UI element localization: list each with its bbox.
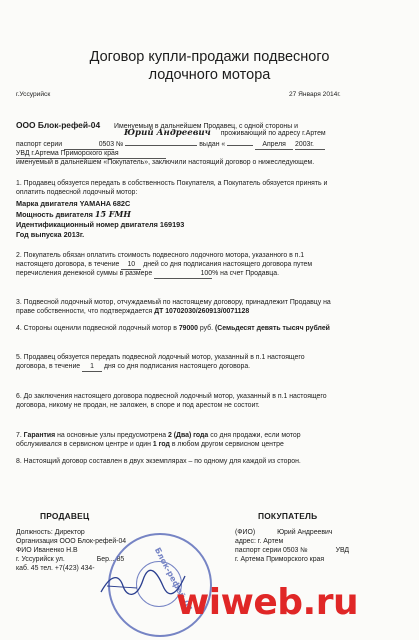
seller-signature (97, 568, 187, 600)
seller-address (16, 556, 124, 564)
buyer-passport-number: паспорт серии 0503 № (235, 547, 308, 554)
seller-building: Бер... 85 (96, 556, 125, 563)
clause1-line1: 1. Продавец обязуется передать в собственность Покупателя, а Покупатель обязуется принять и (16, 180, 328, 187)
clause2-amount-suffix: % на счет Продавца. (212, 270, 279, 277)
document-title-line2: лодочного мотора (148, 67, 271, 83)
issued-month: Апреля (255, 141, 293, 150)
clause7-line2 (16, 441, 284, 449)
seller-role: Именуемым в дальнейшем Продавец, с одной стороны и (114, 123, 298, 130)
engine-power (16, 210, 131, 219)
clause7-line1 (16, 432, 301, 440)
engine-brand: Марка двигателя YAMAHA 682C (16, 199, 131, 208)
buyer-region: г. Артема Приморского края (235, 556, 325, 563)
clause1-line2: оплатить подвесной лодочный мотор: (16, 189, 138, 196)
issued-by: УВД г.Артема Приморского края (16, 150, 166, 159)
guarantee-label: Гарантия (23, 432, 56, 439)
buyer-address: адрес: г. Артем (235, 538, 284, 545)
payment-percent: 100 (154, 270, 212, 279)
guarantee-other-term: 1 год (152, 441, 170, 448)
clause3-line1: 3. Подвесной лодочный мотор, отчуждаемый по настоящему договору, принадлежит Продавцу на (16, 299, 331, 306)
guarantee-term: 2 (Два) года (168, 432, 209, 439)
passport-series: 0503 (64, 141, 114, 150)
engine-power-value: 15 FMH (94, 209, 131, 219)
issued-label: выдан « (199, 141, 226, 148)
clause4-line (16, 325, 330, 333)
delivery-days: 1 (82, 363, 102, 372)
buyer-fio-label: (ФИО) (235, 529, 256, 536)
clause3-line2 (16, 308, 249, 316)
clause8-line: 8. Настоящий договор составлен в двух экземплярах – по одному для каждой из сторон. (16, 458, 301, 465)
clause2-amount-label: перечисления денежной суммы в размере (16, 270, 153, 277)
payment-days: 10 (121, 261, 141, 270)
clause7-number: 7. (16, 432, 22, 439)
seal-text: Блок-рефей-04 (152, 546, 194, 613)
buyer-fio: Юрий Андреевич (277, 529, 333, 536)
engine-year: Год выпуска 2013г. (16, 230, 85, 239)
seller-fio: ФИО Иваненко Н.В (16, 547, 78, 554)
engine-power-label: Мощность двигателя (16, 210, 93, 219)
clause2-term-suffix: дней со дня подписания настоящего договора путем (143, 261, 313, 268)
clause7-service-label: обслуживался в сервисном центре и один (16, 441, 151, 448)
passport-number-label: № (115, 141, 124, 148)
buyer-name: Юрий Андреевич (124, 128, 211, 138)
clause3-proof-label: праве собственности, что подтверждается (16, 308, 153, 315)
seller-street: г. Уссурийск ул. (16, 556, 65, 563)
clause5-term-label: договора, в течение (16, 363, 81, 370)
price-currency: руб. (199, 325, 214, 332)
seller-name: ООО Блок-рефей-04 (16, 120, 101, 130)
buyer-header: ПОКУПАТЕЛЬ (258, 511, 318, 521)
preamble-line3 (16, 141, 325, 150)
clause2-line2 (16, 261, 312, 270)
clause7-text1: на основные узлы предусмотрена (57, 432, 167, 439)
clause2-line3 (16, 270, 279, 279)
seller-header: ПРОДАВЕЦ (40, 511, 90, 521)
seller-position: Должность: Директор (16, 529, 85, 536)
document-city: г.Уссурийск (16, 91, 51, 98)
clause7-service-suffix: в любом другом сервисном центре (171, 441, 284, 448)
document-date: 27 Января 2014г. (289, 91, 341, 98)
price-value: 79000 (178, 325, 198, 332)
buyer-passport-authority: УВД (335, 547, 350, 554)
site-watermark: wiweb.ru (176, 582, 359, 623)
clause5-line2 (16, 363, 250, 372)
customs-declaration: ДТ 10702030/260913/0071128 (154, 308, 250, 315)
price-in-words: (Семьдесят девять тысяч рублей (214, 325, 330, 332)
clause7-text2: со дня продажи, если мотор (210, 432, 301, 439)
preamble-line4 (16, 150, 166, 159)
issued-year: 2003г. (295, 141, 325, 150)
engine-id: Идентификационный номер двигателя 169193 (16, 220, 185, 229)
buyer-fio-line (235, 529, 333, 537)
document-title-line1: Договор купли-продажи подвесного (89, 49, 330, 65)
clause6-line2: договора, никому не продан, не заложен, в споре и под арестом не состоит. (16, 402, 260, 409)
clause6-line1: 6. До заключения настоящего договора подвесной лодочный мотор, указанный в п.1 настоящего (16, 393, 327, 400)
clause5-term-suffix: дня со дня подписания настоящего договора. (103, 363, 251, 370)
seller-org: Организация ООО Блок-рефей-04 (16, 538, 127, 545)
clause4-label: 4. Стороны оценили подвесной лодочный мотор в (16, 325, 177, 332)
clause2-term-label: настоящего договора, в течение (16, 261, 120, 268)
preamble-closing: именуемый в дальнейшем «Покупатель», заключили настоящий договор о нижеследующем. (16, 159, 315, 166)
clause2-line1: 2. Покупатель обязан оплатить стоимость подвесного лодочного мотора, указанного в п.1 (16, 252, 305, 259)
buyer-city: г.Артем (302, 130, 326, 137)
buyer-address-label: проживающий по адресу (220, 130, 301, 137)
passport-label: паспорт серии (16, 141, 63, 148)
clause5-line1: 5. Продавец обязуется передать подвесной лодочный мотор, указанный в п.1 настоящего (16, 354, 305, 361)
seller-office: каб. 45 тел. +7(423) 434- (16, 565, 95, 572)
preamble-line2 (124, 129, 326, 138)
buyer-passport (235, 547, 349, 555)
